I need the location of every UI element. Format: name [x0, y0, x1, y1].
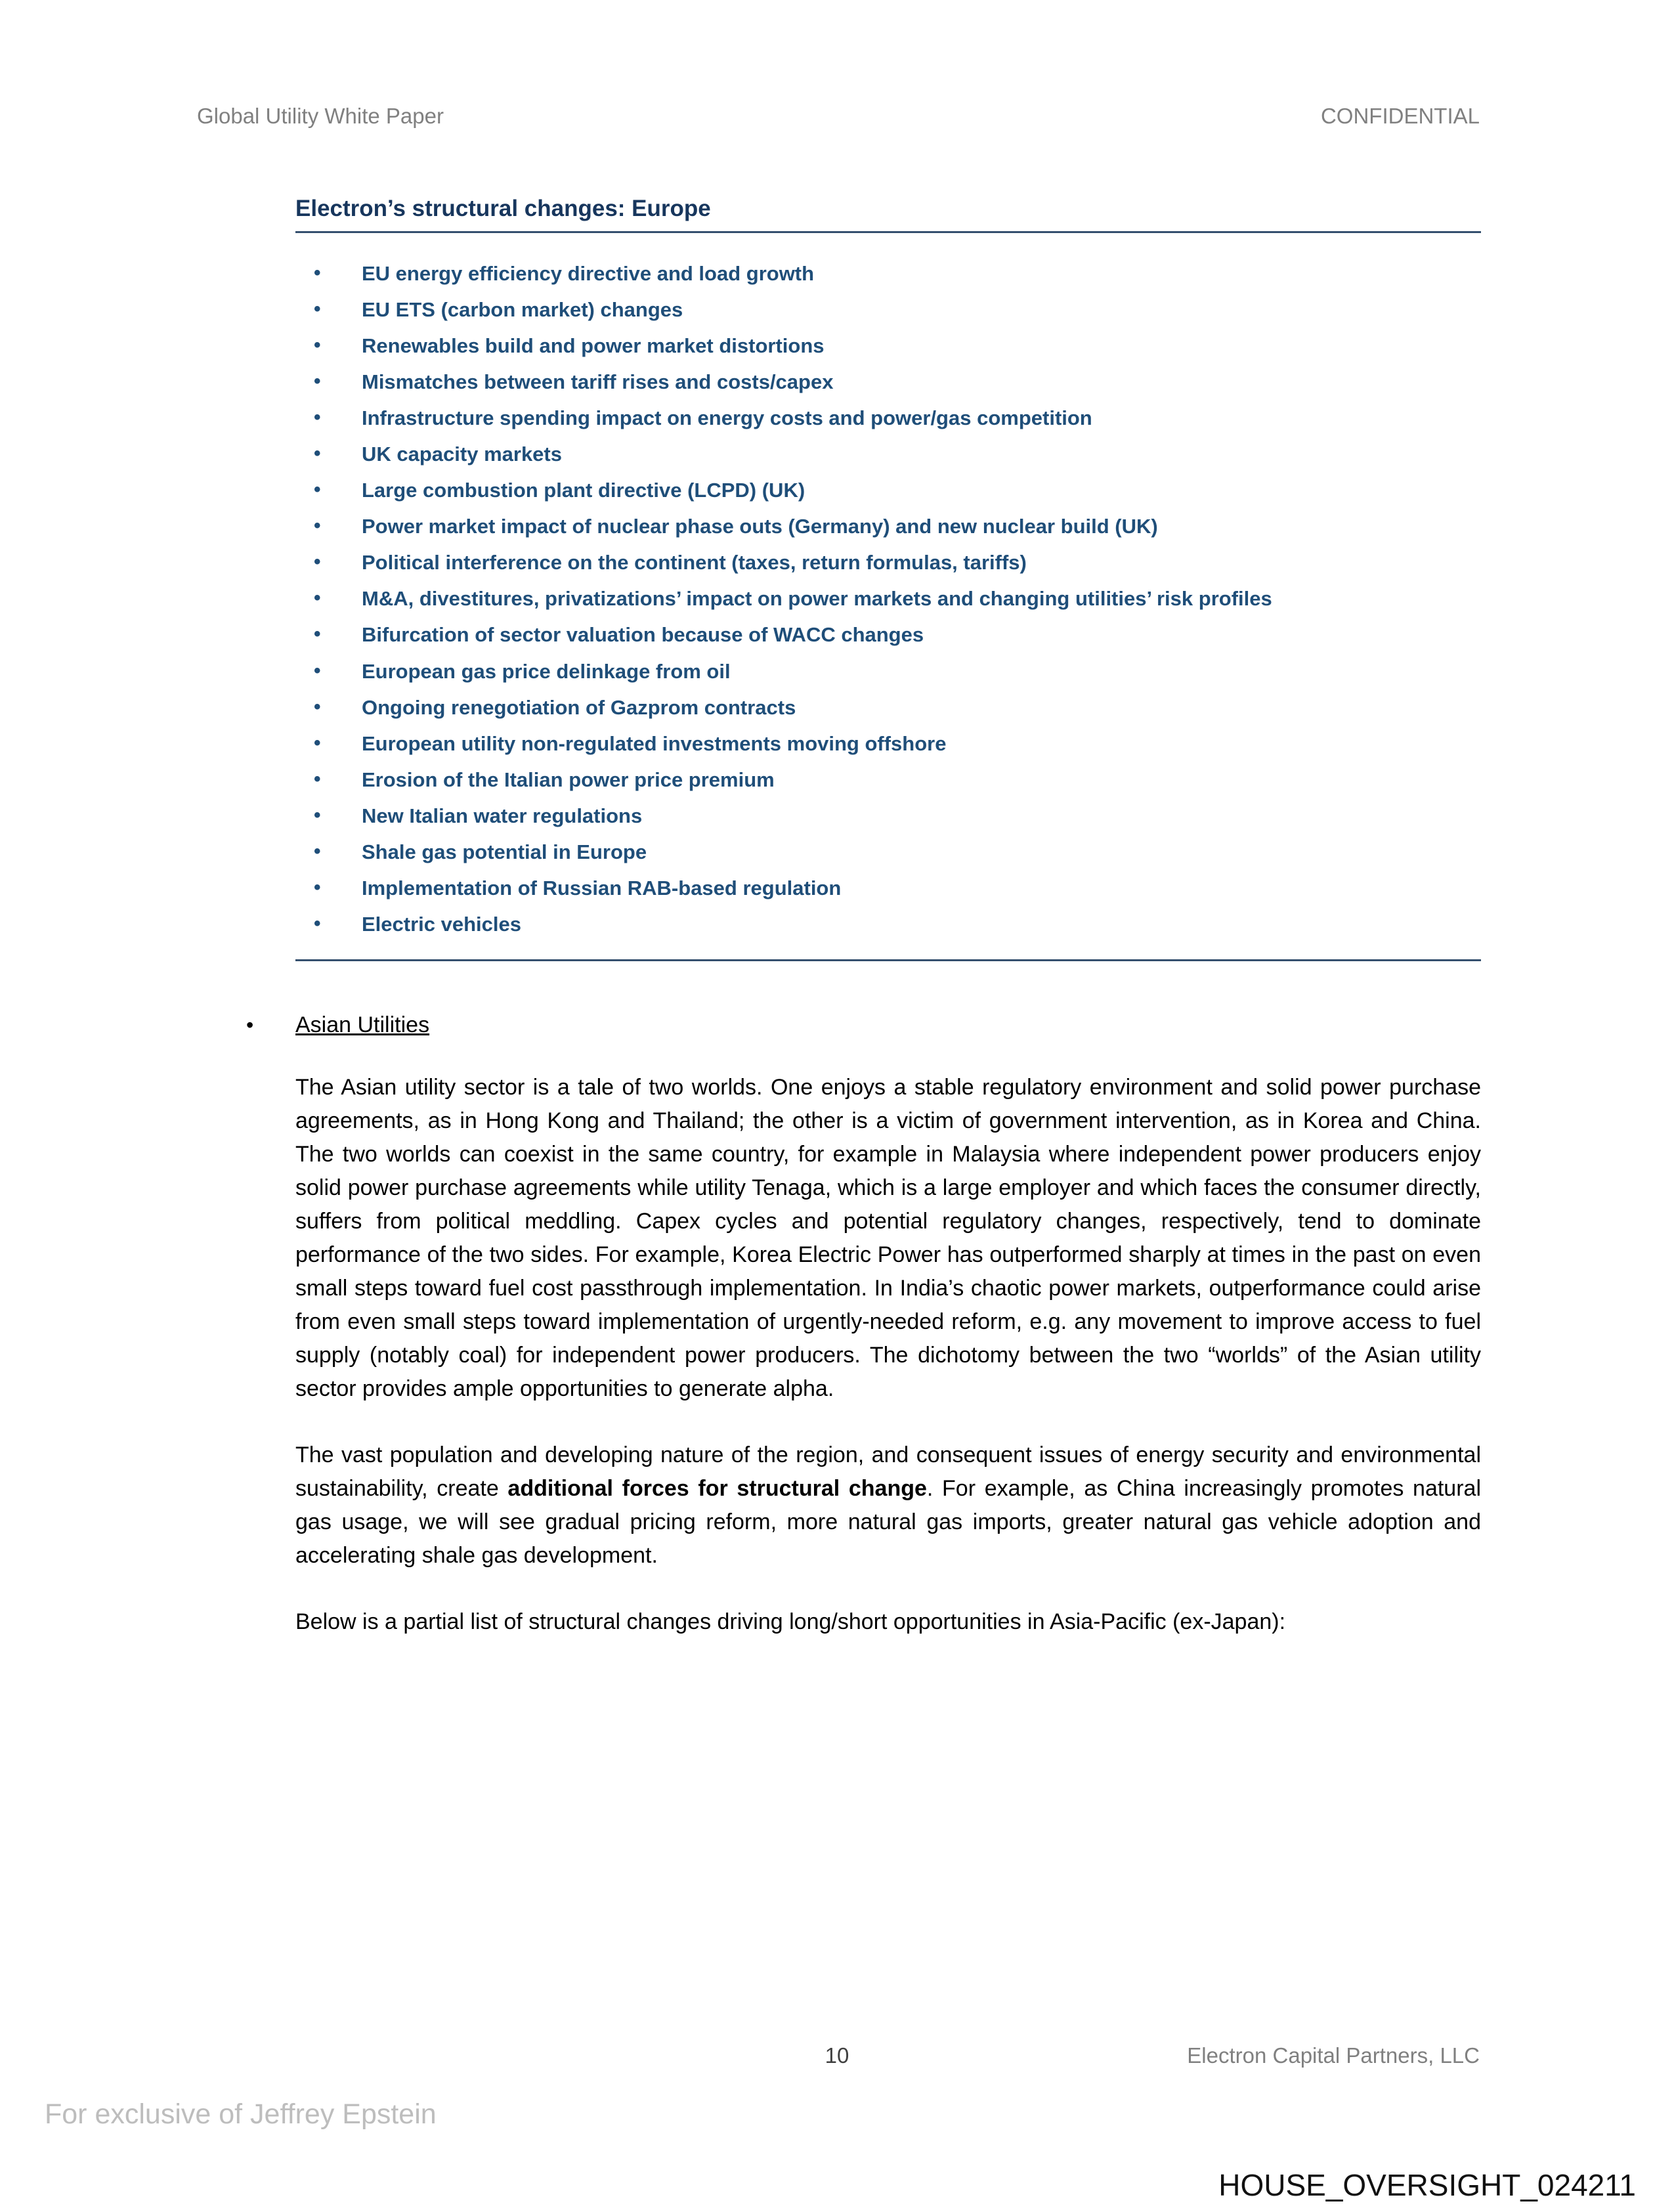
- paragraph-bold-text: additional forces for structural change: [507, 1475, 927, 1501]
- watermark: For exclusive of Jeffrey Epstein: [45, 2098, 437, 2130]
- list-item: [295, 333, 1481, 358]
- bullet-icon: •: [246, 1012, 254, 1037]
- paragraph-structural-forces: [295, 1439, 1481, 1572]
- list-item-text: Erosion of the Italian power price premium: [362, 768, 775, 791]
- list-item: [295, 513, 1481, 539]
- list-item-text: Renewables build and power market distortions: [362, 334, 825, 358]
- list-item-text: European gas price delinkage from oil: [362, 659, 731, 683]
- asian-utilities-label: Asian Utilities: [295, 1012, 430, 1037]
- list-item: [295, 839, 1481, 865]
- list-item-text: Mismatches between tariff rises and costs/capex: [362, 370, 834, 394]
- list-item: [295, 803, 1481, 829]
- list-item-text: UK capacity markets: [362, 443, 562, 466]
- list-item-text: European utility non-regulated investments moving offshore: [362, 731, 947, 755]
- list-item: [295, 261, 1481, 286]
- paragraph-list-intro: Below is a partial list of structural changes driving long/short opportunities in Asia-Pacific (ex-Japan):: [295, 1609, 1286, 1634]
- list-item: [295, 586, 1481, 611]
- bullet-icon: •: [314, 731, 321, 754]
- paragraph-text: . For example, as China increasingly promotes natural gas usage, we will see gradual pricing reform, more natural gas imports, greater natural gas vehicle adoption and accelerating shale gas development.: [295, 1475, 1481, 1568]
- list-item: [295, 731, 1481, 756]
- section-title: Electron’s structural changes: Europe: [295, 196, 1481, 233]
- bullet-icon: •: [314, 659, 321, 682]
- bullet-icon: •: [314, 587, 321, 609]
- list-item-text: New Italian water regulations: [362, 804, 643, 827]
- bullet-icon: •: [314, 262, 321, 284]
- list-item: [295, 875, 1481, 901]
- document-id: HOUSE_OVERSIGHT_024211: [1218, 2168, 1636, 2202]
- list-item: [295, 477, 1481, 503]
- bullet-icon: •: [314, 912, 321, 934]
- list-item: [295, 695, 1481, 720]
- list-item: [295, 911, 1481, 937]
- bullet-icon: •: [314, 623, 321, 645]
- bullet-icon: •: [314, 804, 321, 826]
- list-item: [295, 369, 1481, 395]
- list-item-text: Large combustion plant directive (LCPD) (UK): [362, 479, 805, 502]
- bullet-icon: •: [314, 695, 321, 718]
- paragraph-asia-overview: The Asian utility sector is a tale of two worlds. One enjoys a stable regulatory environment and solid power purchase agreements, as in Hong Kong and Thailand; the other is a victim of government intervention, as in Korea and China. The two worlds can coexist in the same country, for example in Malaysia where independent power producers enjoy solid power purchase agreements while utility Tenaga, which is a large employer and which faces the consumer directly, suffers from political meddling. Capex cycles and potential regulatory changes, respectively, tend to dominate performance of the two sides. For example, Korea Electric Power has outperformed sharply at times in the past on even small steps toward fuel cost passthrough implementation. In India’s chaotic power markets, outperformance could arise from even small steps toward implementation of urgently-needed reform, e.g. any movement to improve access to fuel supply (notably coal) for independent power producers. The dichotomy between the two “worlds” of the Asian utility sector provides ample opportunities to generate alpha.: [295, 1074, 1481, 1401]
- list-item: [295, 297, 1481, 322]
- list-item-text: M&A, divestitures, privatizations’ impact on power markets and changing utilities’ risk profiles: [362, 587, 1272, 611]
- list-item-text: EU ETS (carbon market) changes: [362, 298, 683, 322]
- list-item-text: EU energy efficiency directive and load growth: [362, 262, 815, 285]
- list-item-text: Political interference on the continent (taxes, return formulas, tariffs): [362, 551, 1027, 575]
- confidential-label: CONFIDENTIAL: [1320, 104, 1480, 128]
- header-document-title: Global Utility White Paper: [197, 104, 444, 128]
- bullet-icon: •: [314, 370, 321, 393]
- page-content: [246, 196, 1481, 1639]
- bullet-icon: •: [314, 479, 321, 501]
- structural-changes-list: [295, 261, 1481, 937]
- list-item-text: Shale gas potential in Europe: [362, 840, 647, 863]
- bullet-icon: •: [314, 551, 321, 573]
- list-item-text: Electric vehicles: [362, 912, 521, 936]
- list-item-text: Implementation of Russian RAB-based regulation: [362, 876, 842, 900]
- section-divider: [295, 959, 1481, 961]
- bullet-icon: •: [314, 768, 321, 790]
- bullet-icon: •: [314, 515, 321, 537]
- list-item-text: Ongoing renegotiation of Gazprom contracts: [362, 695, 796, 719]
- list-item-text: Infrastructure spending impact on energy costs and power/gas competition: [362, 406, 1092, 430]
- list-item-text: Bifurcation of sector valuation because of WACC changes: [362, 623, 924, 647]
- bullet-icon: •: [314, 840, 321, 862]
- bullet-icon: •: [314, 406, 321, 429]
- bullet-icon: •: [314, 298, 321, 320]
- asian-utilities-heading: [246, 1012, 1481, 1038]
- company-name: Electron Capital Partners, LLC: [1187, 2043, 1480, 2068]
- bullet-icon: •: [314, 334, 321, 357]
- list-item-text: Power market impact of nuclear phase outs (Germany) and new nuclear build (UK): [362, 515, 1158, 538]
- bullet-icon: •: [314, 443, 321, 465]
- list-item: [295, 622, 1481, 647]
- paragraph-text: The vast population and developing nature of the region, and consequent issues of energy security and environmental sustainability, create: [295, 1442, 1481, 1501]
- list-item: [295, 441, 1481, 467]
- list-item: [295, 550, 1481, 575]
- bullet-icon: •: [314, 876, 321, 898]
- list-item: [295, 767, 1481, 792]
- page-number: 10: [825, 2043, 849, 2068]
- list-item: [295, 659, 1481, 684]
- list-item: [295, 405, 1481, 431]
- page-header: [197, 104, 1480, 129]
